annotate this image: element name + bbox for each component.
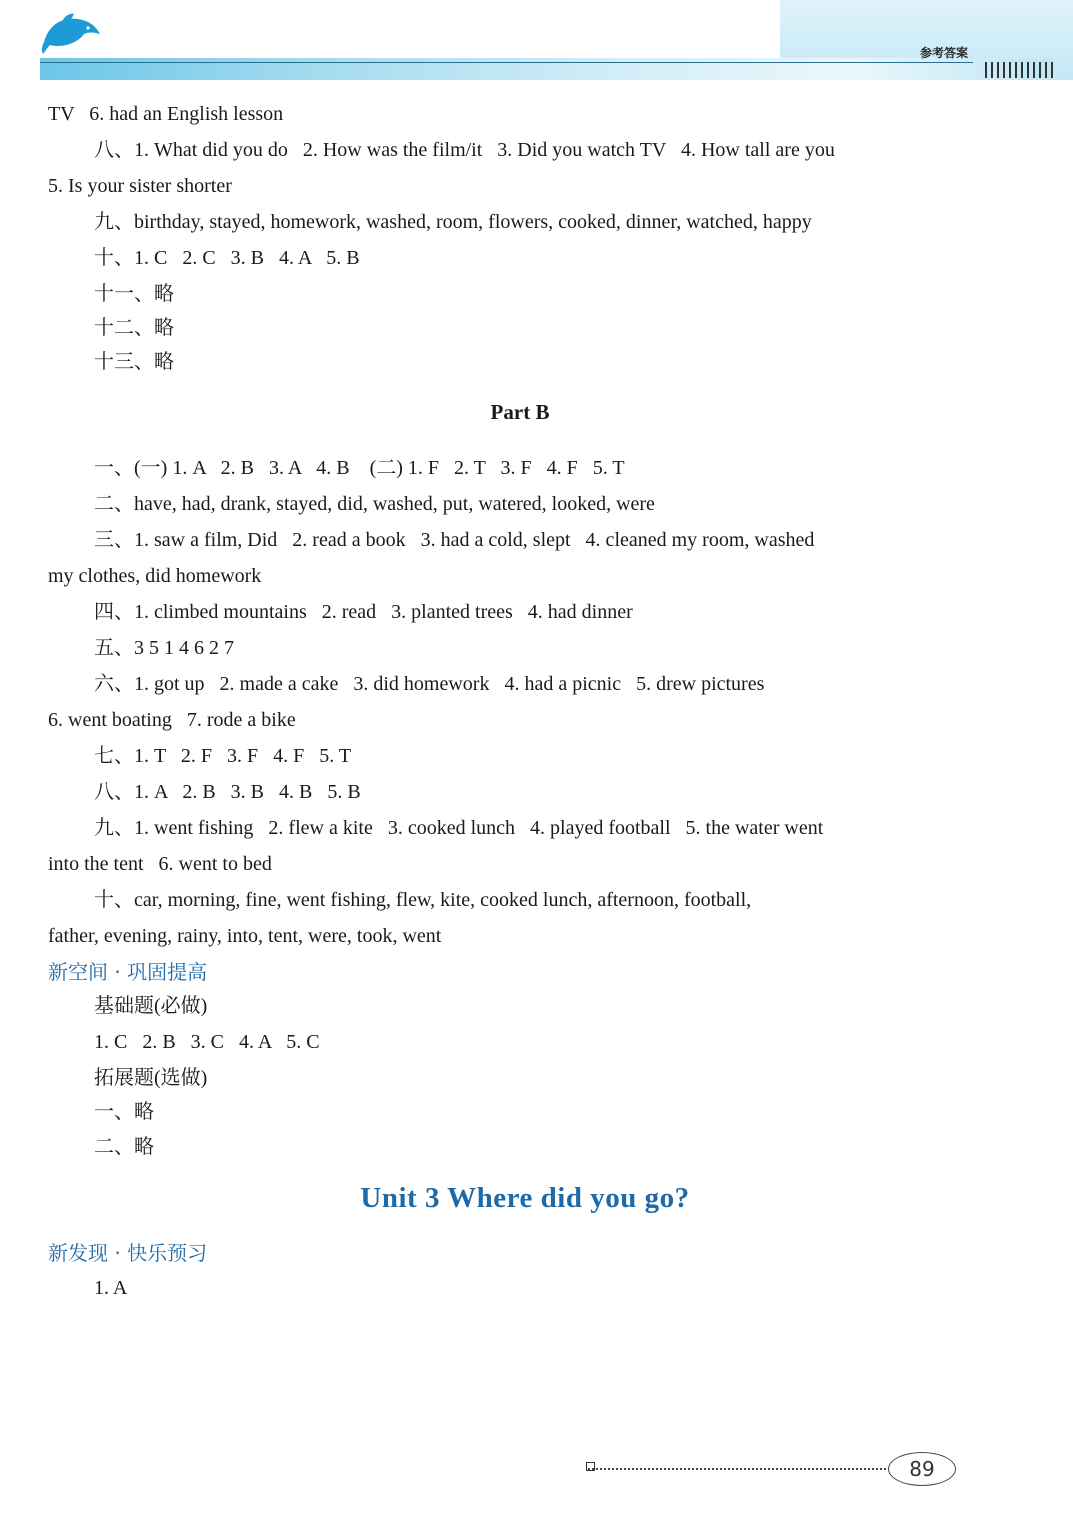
answer-line: 二、have, had, drank, stayed, did, washed, put, watered, looked, were — [94, 493, 655, 515]
dolphin-logo-icon — [40, 12, 102, 58]
answer-line: 1. A — [94, 1277, 128, 1299]
answer-line: 5. Is your sister shorter — [48, 175, 232, 197]
answer-line: 十、car, morning, fine, went fishing, flew, kite, cooked lunch, afternoon, football, — [94, 889, 752, 911]
answer-line: 三、1. saw a film, Did 2. read a book 3. had a cold, slept 4. cleaned my room, washed — [94, 529, 815, 551]
answer-line: 十一、略 — [94, 283, 174, 305]
answer-line: 一、(一) 1. A 2. B 3. A 4. B (二) 1. F 2. T 3. F 4. F 5. T — [94, 457, 625, 479]
answer-line: 1. C 2. B 3. C 4. A 5. C — [94, 1031, 320, 1053]
part-b-title: Part B — [490, 400, 550, 424]
answer-line: 八、1. A 2. B 3. B 4. B 5. B — [94, 781, 361, 803]
section-heading: 新空间 · 巩固提高 — [48, 960, 208, 984]
answer-line: 6. went boating 7. rode a bike — [48, 709, 296, 731]
answer-line: father, evening, rainy, into, tent, were, took, went — [48, 925, 442, 947]
unit-title: Unit 3 Where did you go? — [360, 1182, 690, 1214]
answer-line: 九、1. went fishing 2. flew a kite 3. cooked lunch 4. played football 5. the water went — [94, 817, 824, 839]
barcode-decoration — [985, 62, 1055, 78]
answer-line: 十三、略 — [94, 351, 174, 373]
answer-line: 八、1. What did you do 2. How was the film/it 3. Did you watch TV 4. How tall are you — [94, 139, 835, 161]
answer-line: my clothes, did homework — [48, 565, 262, 587]
answer-line: 十二、略 — [94, 317, 174, 339]
page-number: 89 — [888, 1452, 956, 1486]
answer-line: 五、3 5 1 4 6 2 7 — [94, 637, 234, 659]
answer-line: 二、略 — [94, 1136, 154, 1158]
answer-line: 六、1. got up 2. made a cake 3. did homework 4. had a picnic 5. drew pictures — [94, 673, 765, 695]
answer-line: 四、1. climbed mountains 2. read 3. planted trees 4. had dinner — [94, 601, 633, 623]
footer-dotted-line — [588, 1468, 886, 1470]
section-heading: 新发现 · 快乐预习 — [48, 1241, 208, 1265]
header-label: 参考答案 — [920, 46, 969, 60]
answer-line: 一、略 — [94, 1101, 154, 1123]
answer-line: 九、birthday, stayed, homework, washed, room, flowers, cooked, dinner, watched, happy — [94, 211, 812, 233]
answer-line: 十、1. C 2. C 3. B 4. A 5. B — [94, 247, 360, 269]
header-band — [40, 58, 1053, 80]
answer-line: into the tent 6. went to bed — [48, 853, 272, 875]
answer-line: 七、1. T 2. F 3. F 4. F 5. T — [94, 745, 352, 767]
answer-line: TV 6. had an English lesson — [48, 103, 284, 125]
answer-line: 基础题(必做) — [94, 995, 208, 1017]
answer-line: 拓展题(选做) — [94, 1067, 208, 1089]
